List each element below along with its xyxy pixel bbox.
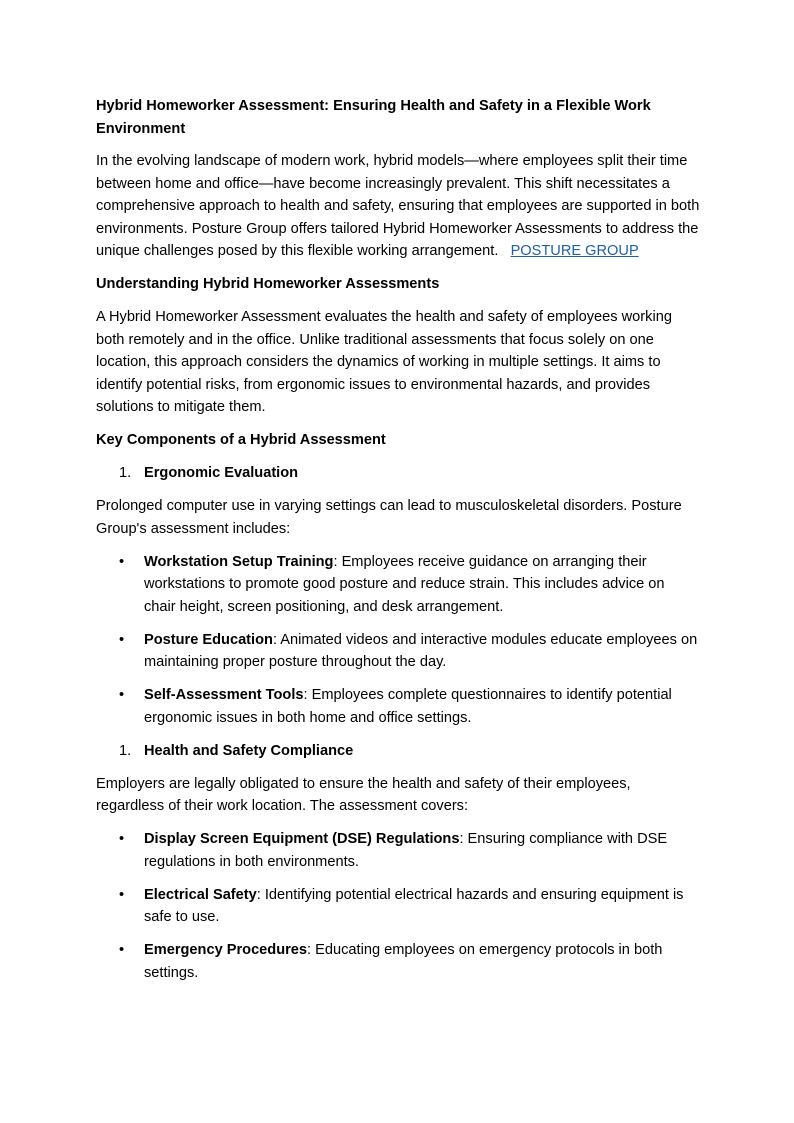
list-item — [96, 684, 700, 729]
ergonomic-intro: Prolonged computer use in varying settings can lead to musculoskeletal disorders. Posture Group's assessment includes: — [96, 498, 682, 537]
bullet-term: Workstation Setup Training — [144, 553, 334, 570]
numbered-item-ergonomic — [96, 462, 700, 485]
bullet-term: Posture Education — [144, 631, 273, 648]
compliance-intro: Employers are legally obligated to ensure the health and safety of their employees, regardless of their work location. The assessment covers: — [96, 775, 631, 814]
list-number: 1. — [119, 465, 132, 481]
bullet-icon: • — [119, 831, 125, 847]
document-page — [96, 95, 700, 995]
bullet-term: Display Screen Equipment (DSE) Regulations — [144, 831, 460, 847]
bullet-icon: • — [119, 886, 125, 903]
bullet-term: Self-Assessment Tools — [144, 687, 304, 703]
list-item — [96, 551, 700, 619]
bullet-text: : Employees receive guidance on arranging their workstations to promote good posture and reduce strain. This includes advice on chair height, screen positioning, and desk arrangement. — [144, 553, 665, 615]
section-heading-key-components: Key Components of a Hybrid Assessment — [96, 432, 386, 448]
numbered-item-label: Health and Safety Compliance — [144, 742, 354, 759]
bullet-text: : Identifying potential electrical hazards and ensuring equipment is safe to use. — [144, 886, 684, 925]
intro-text: In the evolving landscape of modern work, hybrid models—where employees split their time between home and office—have become increasingly prevalent. This shift necessitates a comprehensive approach to health and safety, ensuring that employees are supported in both environments. Posture Group offers tailored Hybrid Homeworker Assessments to address the unique challenges posed by this flexible working arrangement. — [96, 153, 700, 259]
document-title: Hybrid Homeworker Assessment: Ensuring Health and Safety in a Flexible Work Environment — [96, 98, 651, 137]
list-item — [96, 884, 700, 929]
bullet-text: : Employees complete questionnaires to identify potential ergonomic issues in both home and office settings. — [144, 687, 672, 726]
section-body-understanding: A Hybrid Homeworker Assessment evaluates the health and safety of employees working both remotely and in the office. Unlike traditional assessments that focus solely on one location, this approach considers the dynamics of working in multiple settings. It aims to identify potential risks, from ergonomic issues to environmental hazards, and provides solutions to mitigate them. — [96, 309, 672, 415]
bullet-term: Electrical Safety — [144, 886, 257, 903]
section-heading-understanding: Understanding Hybrid Homeworker Assessments — [96, 276, 440, 292]
bullet-icon: • — [119, 942, 125, 958]
bullet-icon: • — [119, 631, 125, 648]
posture-group-link[interactable]: POSTURE GROUP — [510, 243, 639, 259]
list-number: 1. — [119, 742, 132, 759]
numbered-item-label: Ergonomic Evaluation — [144, 465, 299, 481]
bullet-text: : Animated videos and interactive modules educate employees on maintaining proper posture throughout the day. — [144, 631, 698, 670]
bullet-icon: • — [119, 553, 125, 570]
numbered-item-compliance — [96, 740, 700, 763]
intro-paragraph — [96, 150, 700, 263]
list-item — [96, 629, 700, 674]
bullet-text: : Educating employees on emergency protocols in both settings. — [144, 942, 663, 981]
bullet-term: Emergency Procedures — [144, 942, 308, 958]
bullet-text: : Ensuring compliance with DSE regulations in both environments. — [144, 831, 668, 870]
list-item — [96, 939, 700, 984]
bullet-icon: • — [119, 687, 125, 703]
list-item — [96, 828, 700, 873]
